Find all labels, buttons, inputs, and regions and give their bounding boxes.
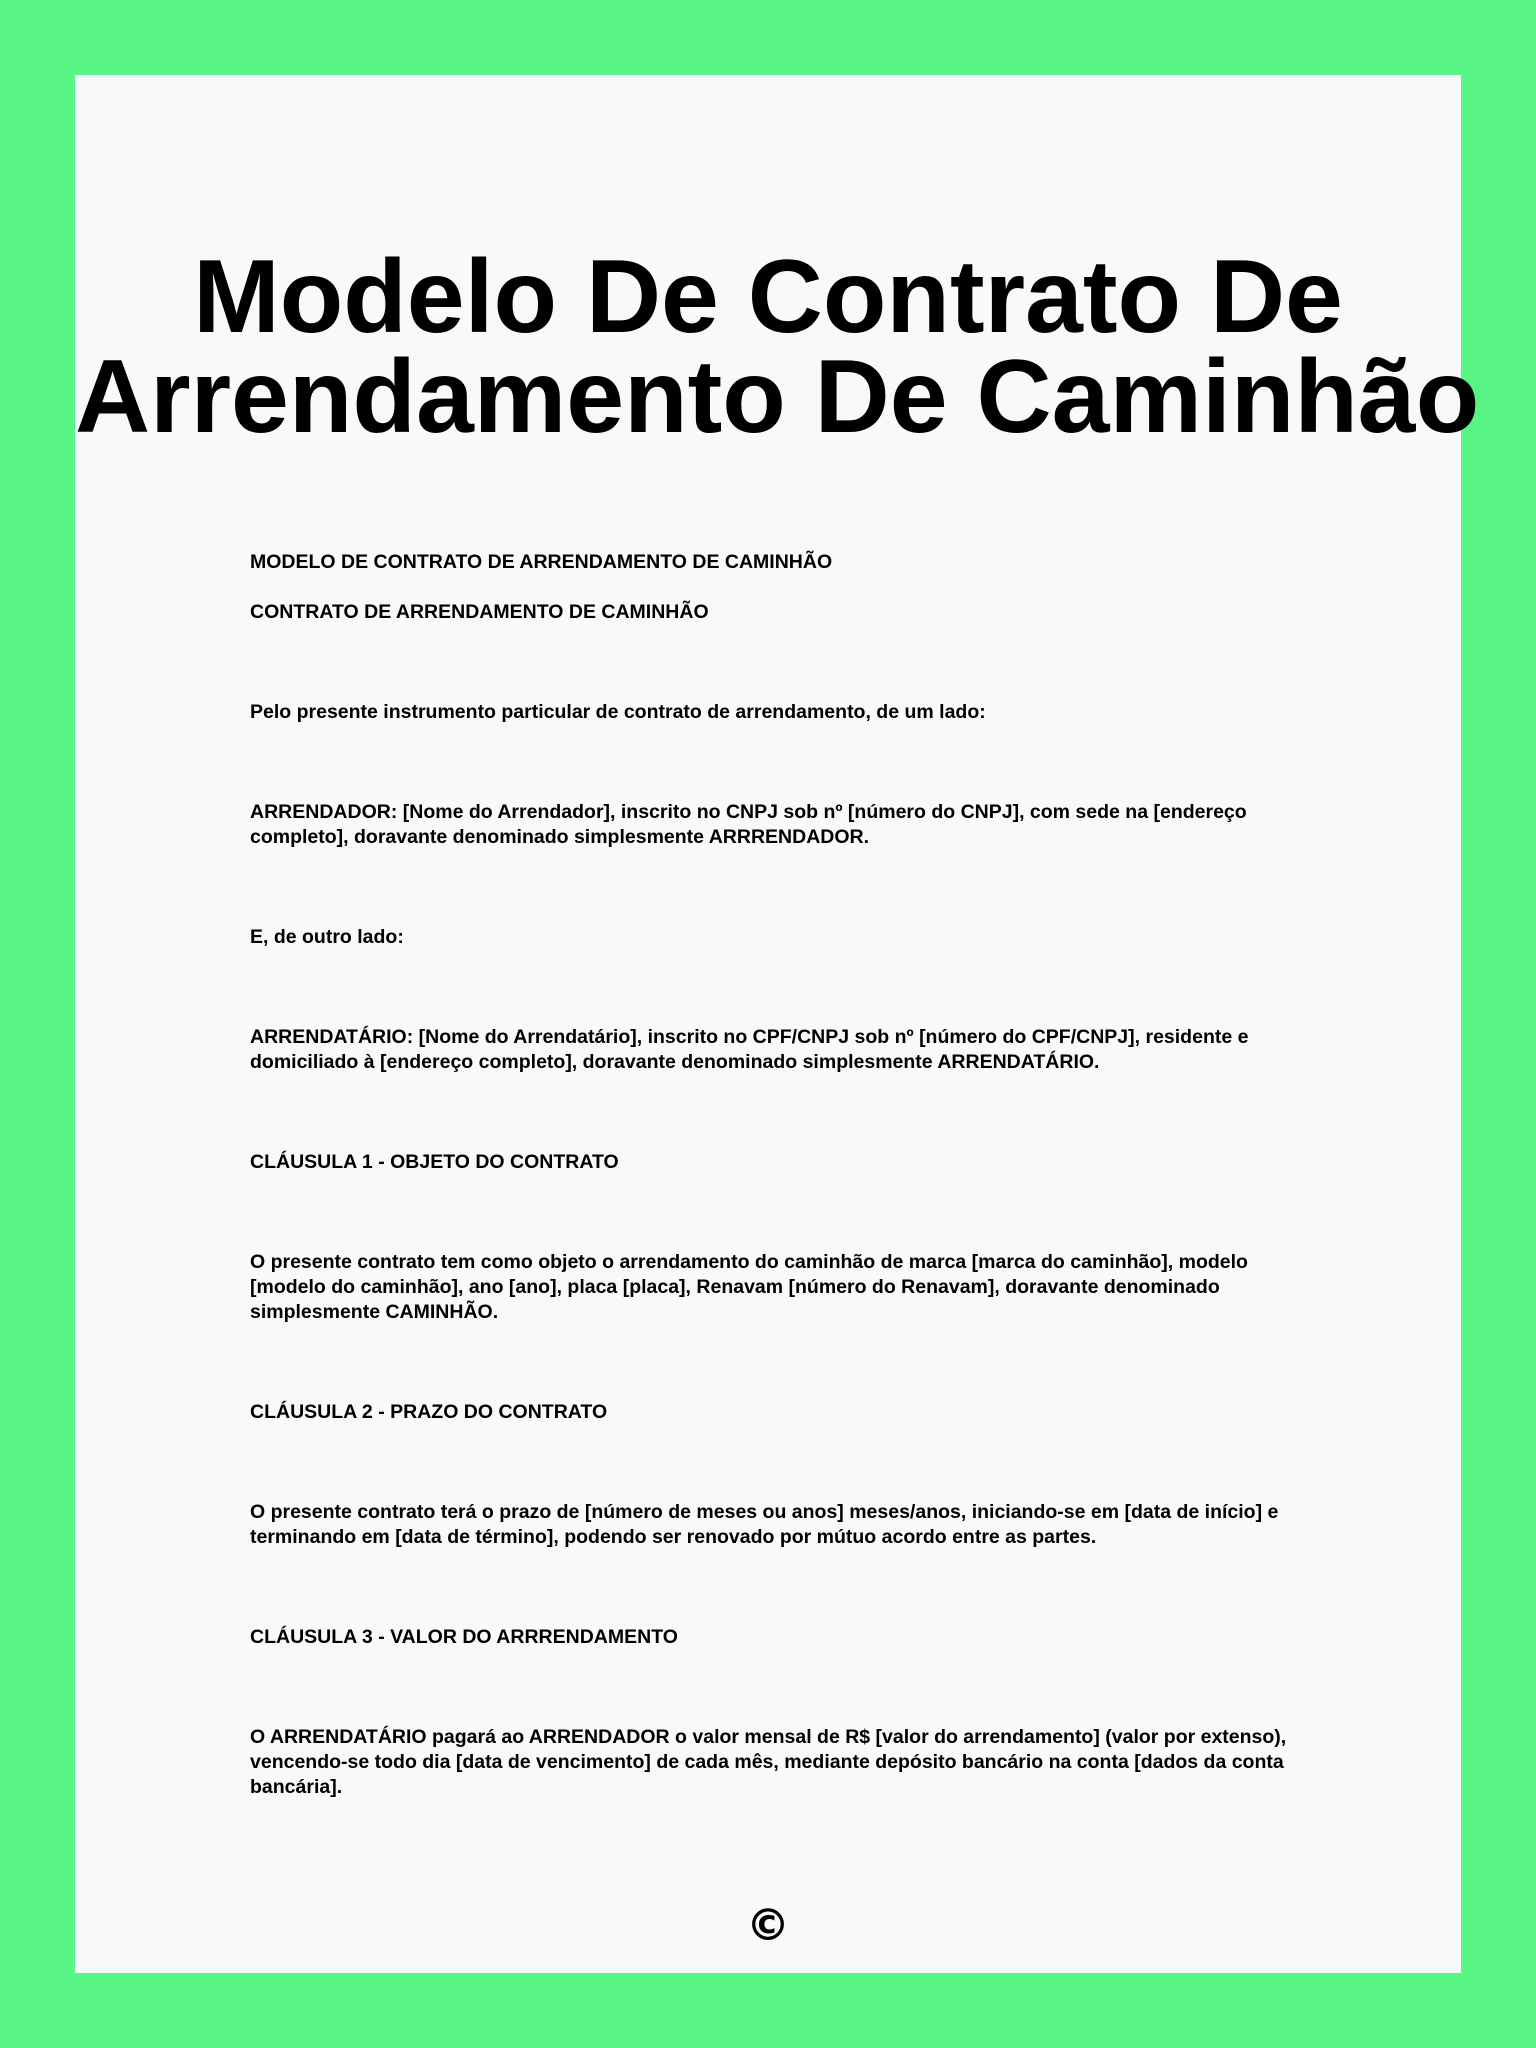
header-line: MODELO DE CONTRATO DE ARRENDAMENTO DE CAMINHÃO bbox=[250, 551, 833, 573]
clause-3-heading: CLÁUSULA 3 - VALOR DO ARRRENDAMENTO bbox=[250, 1626, 678, 1648]
copyright-icon: © bbox=[746, 1900, 790, 1951]
document-title bbox=[75, 239, 1480, 455]
clause-2-heading: CLÁUSULA 2 - PRAZO DO CONTRATO bbox=[250, 1401, 608, 1423]
document-page bbox=[75, 75, 1480, 1973]
lessee-paragraph: ARRENDATÁRIO: [Nome do Arrendatário], inscrito no CPF/CNPJ sob nº [número do CPF/CNPJ], residente e domiciliado à [endereço completo], doravante denominado simplesmente ARRENDATÁRIO. bbox=[250, 1026, 1249, 1073]
clause-1-heading: CLÁUSULA 1 - OBJETO DO CONTRATO bbox=[250, 1151, 619, 1173]
lessor-paragraph: ARRENDADOR: [Nome do Arrendador], inscrito no CNPJ sob nº [número do CNPJ], com sede na [endereço completo], doravante denominado simplesmente ARRRENDADOR. bbox=[250, 801, 1247, 848]
clause-3-text: O ARRENDATÁRIO pagará ao ARRENDADOR o valor mensal de R$ [valor do arrendamento] (valor por extenso), vencendo-se todo dia [data de vencimento] de cada mês, mediante depósito bancário na conta [dados da conta bancária]. bbox=[250, 1726, 1287, 1798]
contract-heading: CONTRATO DE ARRENDAMENTO DE CAMINHÃO bbox=[250, 601, 709, 623]
title-line-2: Arrendamento De Caminhão bbox=[75, 339, 1480, 455]
other-party-line: E, de outro lado: bbox=[250, 926, 404, 948]
clause-1-text: O presente contrato tem como objeto o arrendamento do caminhão de marca [marca do caminhão], modelo [modelo do caminhão], ano [ano], placa [placa], Renavam [número do Renavam], doravante denominado simplesmente CAMINHÃO. bbox=[250, 1251, 1248, 1323]
intro-paragraph: Pelo presente instrumento particular de contrato de arrendamento, de um lado: bbox=[250, 701, 986, 723]
clause-2-text: O presente contrato terá o prazo de [número de meses ou anos] meses/anos, iniciando-se em [data de início] e terminando em [data de término], podendo ser renovado por mútuo acordo entre as partes. bbox=[250, 1501, 1279, 1548]
title-line-1: Modelo De Contrato De bbox=[193, 239, 1343, 355]
